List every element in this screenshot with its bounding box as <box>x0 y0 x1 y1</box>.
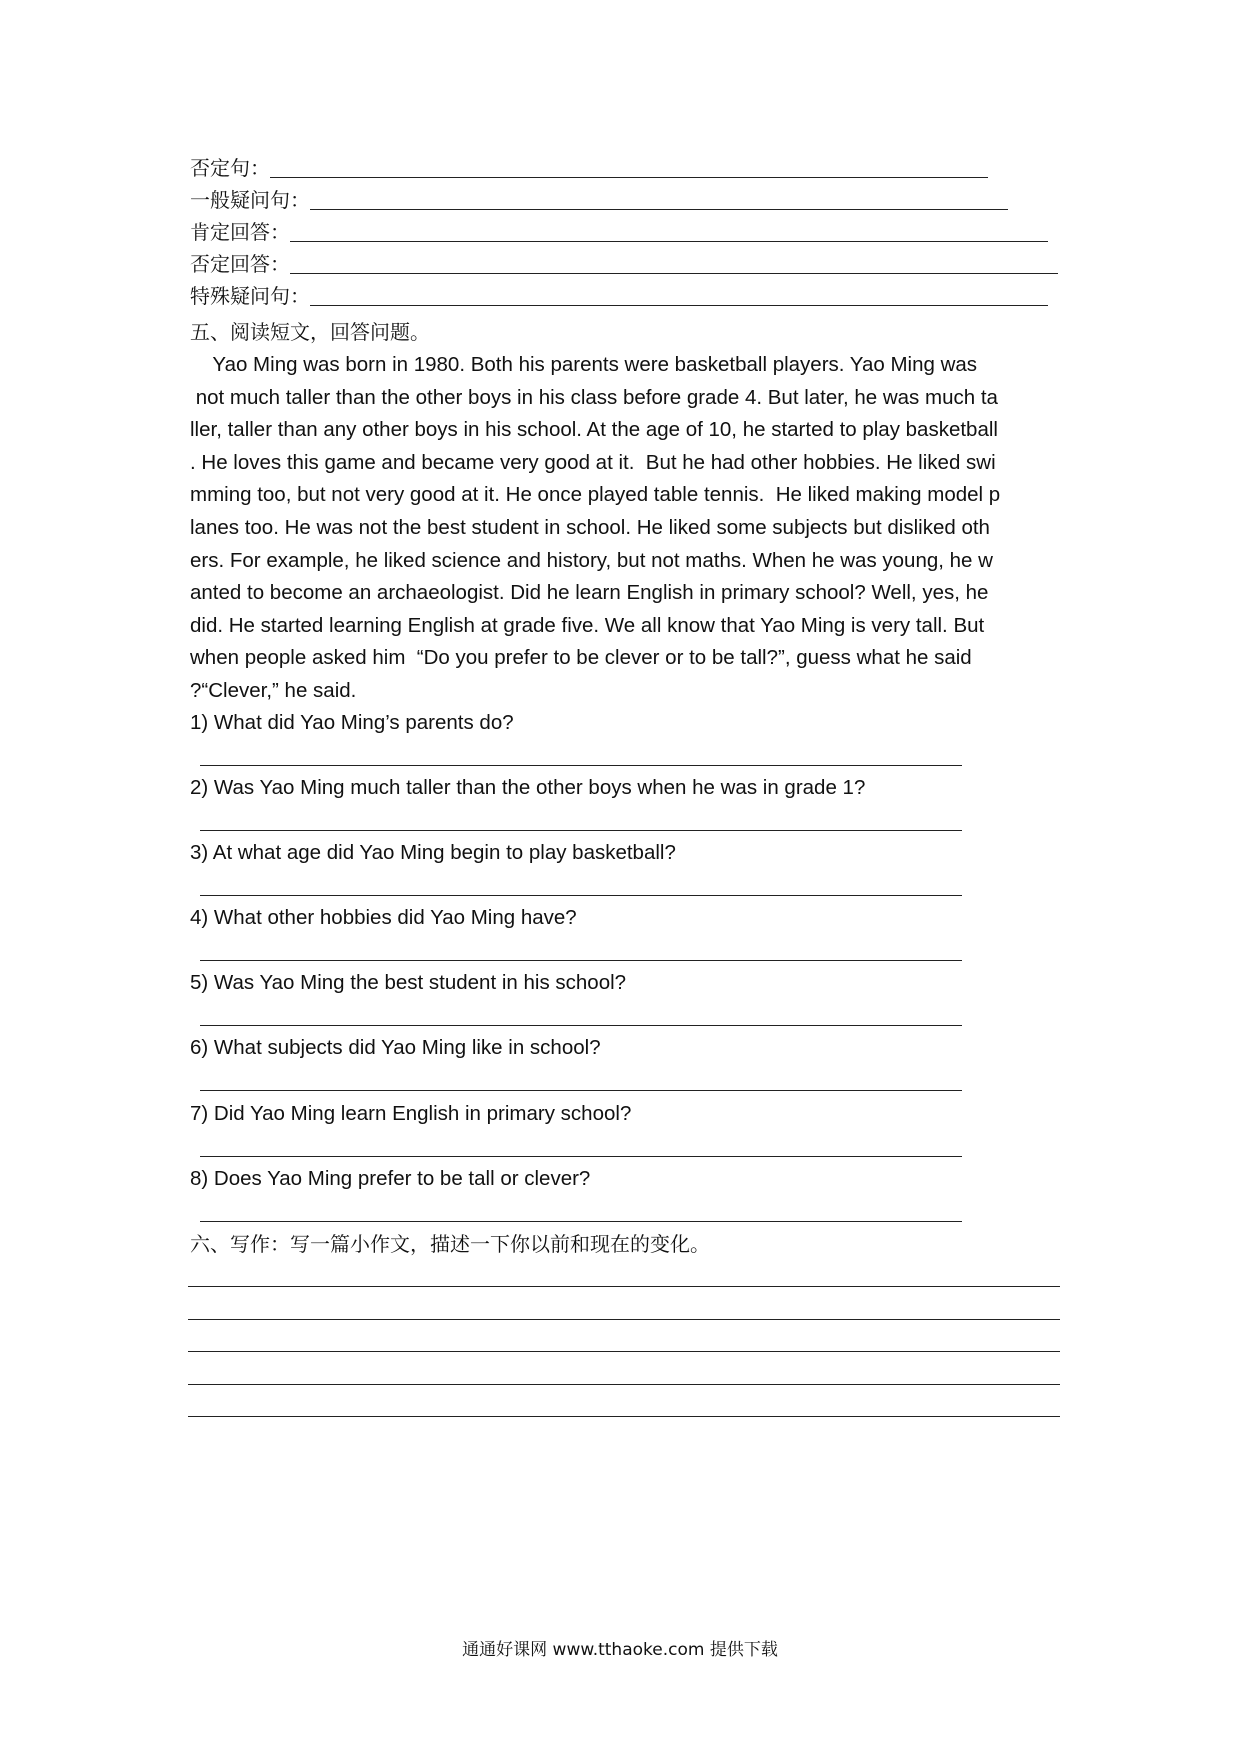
footer-credit: 通通好课网 www.tthaoke.com 提供下载 <box>462 1640 778 1660</box>
passage-line: mming too, but not very good at it. He once played table tennis. He liked making model p <box>190 483 1001 507</box>
answer-line-1[interactable] <box>200 765 962 766</box>
negative-answer-row <box>190 246 1058 278</box>
writing-line[interactable] <box>188 1286 1060 1287</box>
answer-line-3[interactable] <box>200 895 962 896</box>
positive-answer-row <box>190 214 1048 246</box>
answer-line-2[interactable] <box>200 830 962 831</box>
passage-line: Yao Ming was born in 1980. Both his parents were basketball players. Yao Ming was <box>190 353 978 376</box>
positive-answer-label: 肯定回答： <box>190 220 290 244</box>
positive-answer-blank[interactable] <box>290 241 1048 242</box>
answer-line-8[interactable] <box>200 1221 962 1222</box>
passage-line: . He loves this game and became very good at it. But he had other hobbies. He liked swi <box>190 450 996 474</box>
negative-answer-label: 否定回答： <box>190 252 290 276</box>
passage-line: when people asked him “Do you prefer to be clever or to be tall?”, guess what he said <box>190 646 972 670</box>
wh-question-row <box>190 278 1048 310</box>
wh-question-blank[interactable] <box>310 305 1048 306</box>
reading-section-title: 五、阅读短文，回答问题。 <box>190 320 430 344</box>
passage-line: ller, taller than any other boys in his school. At the age of 10, he started to play basketball <box>190 418 998 442</box>
wh-question-label: 特殊疑问句： <box>190 284 310 308</box>
negative-sentence-label: 否定句： <box>190 156 270 180</box>
negative-answer-blank[interactable] <box>290 273 1058 274</box>
question-2: 2) Was Yao Ming much taller than the other boys when he was in grade 1? <box>190 776 866 799</box>
passage-line: not much taller than the other boys in his class before grade 4. But later, he was much ta <box>190 385 998 409</box>
yes-no-question-row <box>190 182 1008 214</box>
passage-line: ?“Clever,” he said. <box>190 678 357 702</box>
answer-line-6[interactable] <box>200 1090 962 1091</box>
negative-sentence-row <box>190 150 988 182</box>
writing-line[interactable] <box>188 1319 1060 1320</box>
writing-line[interactable] <box>188 1416 1060 1417</box>
negative-sentence-blank[interactable] <box>270 177 988 178</box>
reading-passage <box>190 349 1060 708</box>
passage-line: ers. For example, he liked science and history, but not maths. When he was young, he w <box>190 548 993 572</box>
question-1: 1) What did Yao Ming’s parents do? <box>190 711 514 734</box>
yes-no-question-label: 一般疑问句： <box>190 188 310 212</box>
writing-section-title: 六、写作：写一篇小作文，描述一下你以前和现在的变化。 <box>190 1232 710 1256</box>
passage-line: anted to become an archaeologist. Did he learn English in primary school? Well, yes, he <box>190 581 989 605</box>
question-4: 4) What other hobbies did Yao Ming have? <box>190 906 577 929</box>
passage-line: did. He started learning English at grade five. We all know that Yao Ming is very tall. But <box>190 613 985 637</box>
question-3: 3) At what age did Yao Ming begin to play basketball? <box>190 841 676 864</box>
question-5: 5) Was Yao Ming the best student in his school? <box>190 971 627 994</box>
answer-line-7[interactable] <box>200 1156 962 1157</box>
yes-no-question-blank[interactable] <box>310 209 1008 210</box>
answer-line-5[interactable] <box>200 1025 962 1026</box>
writing-line[interactable] <box>188 1384 1060 1385</box>
writing-line[interactable] <box>188 1351 1060 1352</box>
question-8: 8) Does Yao Ming prefer to be tall or clever? <box>190 1167 591 1190</box>
question-6: 6) What subjects did Yao Ming like in school? <box>190 1036 601 1059</box>
answer-line-4[interactable] <box>200 960 962 961</box>
passage-line: lanes too. He was not the best student in school. He liked some subjects but disliked oth <box>190 515 990 539</box>
question-7: 7) Did Yao Ming learn English in primary school? <box>190 1102 632 1125</box>
